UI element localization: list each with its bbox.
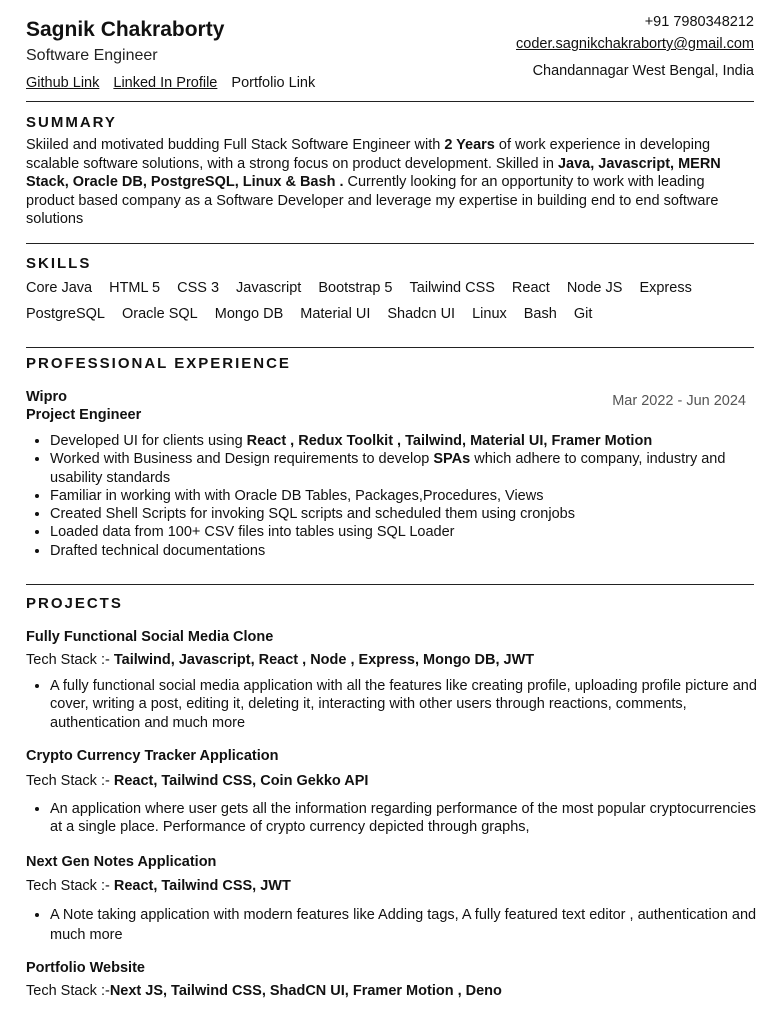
location: Chandannagar West Bengal, India: [532, 63, 754, 79]
skill-item: Node JS: [566, 280, 623, 296]
list-item: • A Note taking application with modern features like Adding tags, A fully featured text editor , authentication and much more: [50, 905, 768, 945]
project-bullets: [24, 800, 768, 837]
phone-number: +91 7980348212: [644, 14, 754, 30]
list-item: • Familiar in working with with Oracle DB Tables, Packages,Procedures, Views: [50, 487, 768, 505]
skill-item: Express: [639, 280, 692, 296]
profile-links: [26, 75, 325, 91]
list-item: • Loaded data from 100+ CSV files into tables using SQL Loader: [50, 523, 768, 541]
company-name: Wipro: [26, 389, 67, 405]
skills-row-1: [26, 280, 709, 296]
list-item: • Drafted technical documentations: [50, 542, 768, 560]
divider: [26, 347, 754, 348]
github-link[interactable]: Github Link: [26, 75, 100, 91]
linkedin-link[interactable]: Linked In Profile: [113, 75, 218, 91]
skills-heading: SKILLS: [26, 255, 92, 272]
job-title: Software Engineer: [26, 47, 158, 64]
skill-item: Linux: [472, 306, 507, 322]
email-link[interactable]: coder.sagnikchakraborty@gmail.com: [516, 36, 754, 52]
employment-dates: Mar 2022 - Jun 2024: [612, 393, 746, 409]
project-title: Crypto Currency Tracker Application: [26, 748, 279, 764]
list-item: • An application where user gets all the information regarding performance of the most popular cryptocurrencies at a single place. Performance of crypto currency depicted through graphs,: [50, 800, 768, 837]
skill-item: Bootstrap 5: [318, 280, 393, 296]
summary-heading: SUMMARY: [26, 114, 117, 131]
skill-item: Shadcn UI: [387, 306, 456, 322]
project-bullets: [24, 905, 768, 945]
list-item: • Developed UI for clients using React , Redux Toolkit , Tailwind, Material UI, Framer Motion: [50, 432, 768, 450]
skill-item: PostgreSQL: [26, 306, 105, 322]
experience-heading: PROFESSIONAL EXPERIENCE: [26, 355, 291, 372]
list-item: • Worked with Business and Design requirements to develop SPAs which adhere to company, industry and usability standards: [50, 450, 768, 487]
skill-item: Tailwind CSS: [409, 280, 495, 296]
divider: [26, 243, 754, 244]
list-item: • Created Shell Scripts for invoking SQL scripts and scheduled them using cronjobs: [50, 505, 768, 523]
candidate-name: Sagnik Chakraborty: [26, 18, 225, 41]
experience-bullets: [24, 432, 768, 560]
project-tech-stack: Tech Stack :- Tailwind, Javascript, React , Node , Express, Mongo DB, JWT: [26, 652, 535, 668]
project-title: Next Gen Notes Application: [26, 854, 217, 870]
skill-item: Mongo DB: [214, 306, 284, 322]
project-title: Portfolio Website: [26, 960, 145, 976]
portfolio-link[interactable]: Portfolio Link: [231, 75, 316, 91]
skill-item: Git: [573, 306, 593, 322]
skill-item: Core Java: [26, 280, 93, 296]
divider: [26, 101, 754, 102]
summary-text: Skiiled and motivated budding Full Stack Software Engineer with 2 Years of work experience in developing scalable software solutions, with a strong focus on product development. Skilled in Java, Javascript, MERN Stack, Oracle DB, PostgreSQL, Linux & Bash . Currently looking for an opportunity to work with leading product based company as a Software Developer and leverage my expertise in building end to end software solutions: [26, 137, 721, 227]
divider: [26, 584, 754, 585]
skill-item: Oracle SQL: [122, 306, 198, 322]
skill-item: Javascript: [236, 280, 302, 296]
project-tech-stack: Tech Stack :- React, Tailwind CSS, JWT: [26, 878, 291, 894]
skills-row-2: [26, 306, 609, 322]
role-title: Project Engineer: [26, 407, 142, 423]
skill-item: HTML 5: [109, 280, 161, 296]
project-title: Fully Functional Social Media Clone: [26, 629, 274, 645]
skill-item: React: [511, 280, 550, 296]
skill-item: Material UI: [300, 306, 371, 322]
list-item: • A fully functional social media application with all the features like creating profile, uploading profile picture and cover, writing a post, editing it, deleting it, interacting with other users through reactions, comments, authentication and much more: [50, 677, 768, 732]
project-tech-stack: Tech Stack :- React, Tailwind CSS, Coin Gekko API: [26, 773, 369, 789]
project-bullets: [24, 677, 768, 732]
skill-item: CSS 3: [177, 280, 220, 296]
skill-item: Bash: [523, 306, 557, 322]
project-tech-stack: Tech Stack :-Next JS, Tailwind CSS, ShadCN UI, Framer Motion , Deno: [26, 983, 502, 999]
projects-heading: PROJECTS: [26, 595, 123, 612]
